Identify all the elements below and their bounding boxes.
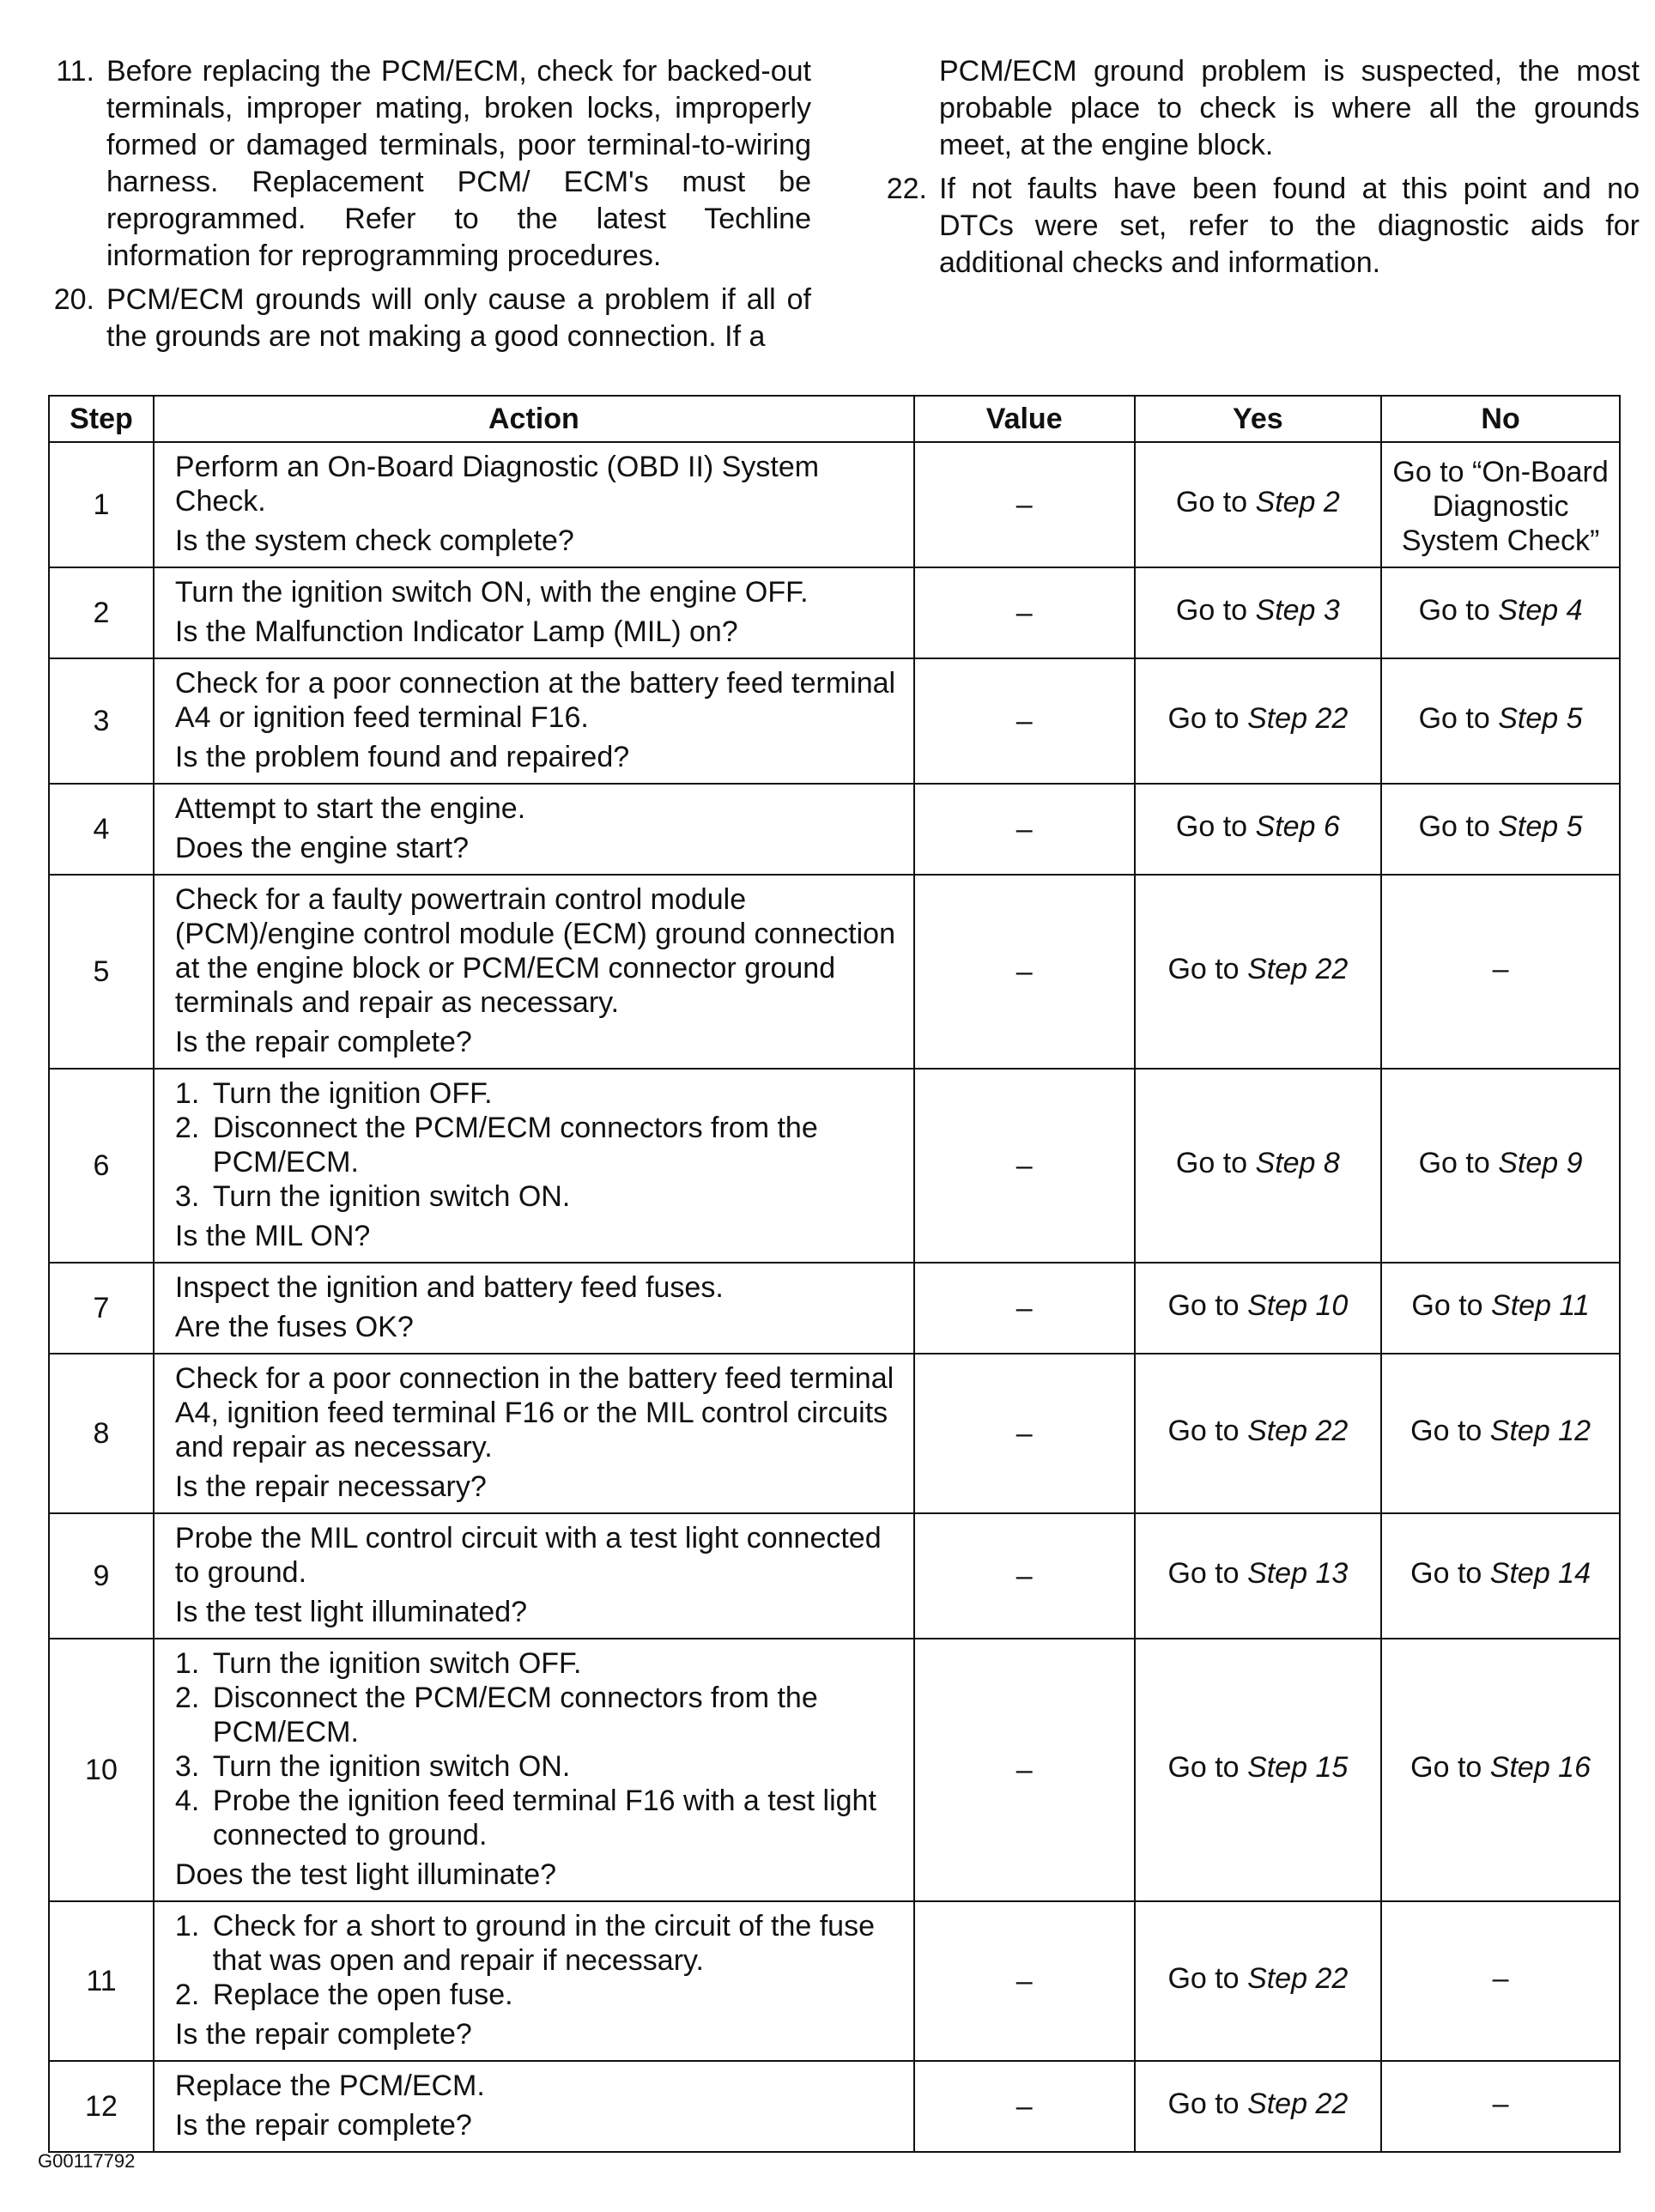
action-text: Attempt to start the engine. (174, 792, 526, 825)
no-target-step: Step 16 (1489, 1751, 1591, 1784)
document-code: G00117792 (38, 2150, 136, 2172)
value-cell: – (914, 442, 1135, 567)
action-text: Check for a poor connection at the battery feed terminal A4 or ignition feed terminal F16. (174, 667, 896, 734)
action-cell (154, 567, 914, 658)
diagnostic-table (48, 395, 1621, 2153)
table-row (49, 2061, 1620, 2152)
yes-target-step: Step 13 (1247, 1557, 1349, 1590)
yes-target-step: Step 22 (1247, 1962, 1349, 1995)
no-cell (1381, 784, 1620, 875)
value-cell: – (914, 1069, 1135, 1263)
table-row (49, 1513, 1620, 1639)
action-text: Inspect the ignition and battery feed fuses. (174, 1271, 724, 1304)
no-cell: – (1381, 1901, 1620, 2061)
step-number: 12 (49, 2061, 154, 2152)
header-action: Action (154, 396, 914, 442)
go-to-label: Go to (1167, 953, 1240, 985)
action-question: Does the test light illuminate? (174, 1858, 557, 1891)
action-question: Is the test light illuminated? (174, 1596, 528, 1628)
action-question: Is the repair necessary? (174, 1470, 487, 1503)
step-number: 9 (49, 1513, 154, 1639)
substep-number: 1. (174, 1910, 200, 1942)
no-target-step: Step 14 (1489, 1557, 1591, 1590)
no-cell (1381, 1354, 1620, 1513)
action-text: Probe the MIL control circuit with a test light connected to ground. (174, 1522, 882, 1589)
table-row (49, 658, 1620, 784)
substep-text: Disconnect the PCM/ECM connectors from the PCM/ECM. (212, 1682, 818, 1748)
table-row (49, 875, 1620, 1069)
substep-text: Probe the ignition feed terminal F16 with a test light connected to ground. (212, 1785, 876, 1851)
action-substep (175, 1784, 896, 1852)
action-substep (175, 1978, 896, 2012)
step-number: 11 (49, 1901, 154, 2061)
intro-paragraph (867, 171, 1640, 282)
substep-number: 1. (174, 1077, 200, 1110)
go-to-label: Go to (1167, 1751, 1240, 1784)
table-row (49, 1263, 1620, 1354)
action-substep (175, 1681, 896, 1749)
action-substep (175, 1646, 896, 1681)
yes-target-step: Step 22 (1247, 702, 1349, 735)
no-cell (1381, 1069, 1620, 1263)
table-row (49, 1069, 1620, 1263)
action-substep (175, 1909, 896, 1978)
no-target-step: Step 11 (1491, 1289, 1590, 1322)
header-value: Value (914, 396, 1135, 442)
action-text: Perform an On-Board Diagnostic (OBD II) System Check. (174, 451, 820, 518)
yes-target-step: Step 6 (1255, 810, 1340, 843)
go-to-label: Go to (1418, 810, 1490, 843)
value-cell: – (914, 1263, 1135, 1354)
go-to-label: Go to (1167, 1289, 1240, 1322)
step-number: 6 (49, 1069, 154, 1263)
yes-target-step: Step 15 (1247, 1751, 1349, 1784)
value-cell: – (914, 875, 1135, 1069)
action-question: Is the Malfunction Indicator Lamp (MIL) on? (174, 615, 738, 648)
step-number: 1 (49, 442, 154, 567)
step-number: 2 (49, 567, 154, 658)
table-row (49, 442, 1620, 567)
value-cell: – (914, 567, 1135, 658)
go-to-label: Go to (1175, 594, 1248, 627)
no-target-step: Step 9 (1498, 1147, 1583, 1179)
paragraph-number: 11. (56, 55, 94, 88)
yes-cell (1135, 1263, 1382, 1354)
action-text: Replace the PCM/ECM. (174, 2070, 485, 2102)
substep-text: Turn the ignition switch ON. (212, 1750, 571, 1783)
step-number: 3 (49, 658, 154, 784)
table-row (49, 567, 1620, 658)
go-to-label: Go to (1167, 1962, 1240, 1995)
value-cell: – (914, 1513, 1135, 1639)
action-cell (154, 1069, 914, 1263)
step-number: 10 (49, 1639, 154, 1901)
table-row (49, 1639, 1620, 1901)
action-substep (175, 1179, 896, 1214)
action-text: Check for a faulty powertrain control module (PCM)/engine control module (ECM) ground connection at the engine block or PCM/ECM connector ground terminals and repair as necessary. (174, 883, 895, 1019)
substep-number: 3. (174, 1750, 200, 1783)
substep-number: 2. (174, 1682, 200, 1714)
step-number: 7 (49, 1263, 154, 1354)
action-cell (154, 875, 914, 1069)
table-header-row (49, 396, 1620, 442)
intro-column-left (34, 53, 811, 362)
go-to-label: Go to (1175, 810, 1248, 843)
paragraph-text: Before replacing the PCM/ECM, check for backed-out terminals, improper mating, broken locks, improperly formed or damaged terminals, poor terminal-to-wiring harness. Replacement PCM/ ECM's must be reprogrammed. Refer to the latest Techline information for reprogramming procedures. (106, 55, 811, 272)
substep-text: Replace the open fuse. (212, 1979, 513, 2011)
go-to-label: Go to (1175, 486, 1248, 518)
table-row (49, 784, 1620, 875)
intro-paragraph (867, 53, 1640, 164)
value-cell: – (914, 784, 1135, 875)
value-cell: – (914, 2061, 1135, 2152)
yes-cell (1135, 784, 1382, 875)
yes-cell (1135, 875, 1382, 1069)
yes-target-step: Step 10 (1247, 1289, 1349, 1322)
yes-cell (1135, 1639, 1382, 1901)
step-number: 4 (49, 784, 154, 875)
go-to-label: Go to (1410, 1557, 1482, 1590)
action-question: Does the engine start? (174, 832, 470, 864)
go-to-label: Go to (1410, 1415, 1482, 1447)
action-question: Is the repair complete? (174, 2109, 472, 2142)
yes-target-step: Step 22 (1247, 2088, 1349, 2120)
value-cell: – (914, 1354, 1135, 1513)
step-number: 5 (49, 875, 154, 1069)
yes-cell (1135, 1513, 1382, 1639)
go-to-label: Go to (1410, 1751, 1482, 1784)
substep-text: Turn the ignition switch ON. (212, 1180, 571, 1213)
substep-number: 3. (174, 1180, 200, 1213)
table-row (49, 1901, 1620, 2061)
no-target-step: Step 5 (1498, 810, 1583, 843)
yes-cell (1135, 1354, 1382, 1513)
substep-number: 1. (174, 1647, 200, 1680)
yes-cell (1135, 442, 1382, 567)
value-cell: – (914, 1901, 1135, 2061)
value-cell: – (914, 1639, 1135, 1901)
yes-cell (1135, 1901, 1382, 2061)
yes-cell (1135, 2061, 1382, 2152)
intro-column-right (867, 53, 1640, 288)
no-target-step: Step 12 (1489, 1415, 1591, 1447)
paragraph-number: 22. (886, 173, 927, 205)
no-cell (1381, 1513, 1620, 1639)
action-text: Turn the ignition switch ON, with the engine OFF. (174, 576, 809, 609)
substep-text: Check for a short to ground in the circuit of the fuse that was open and repair if necessary. (212, 1910, 875, 1977)
action-cell (154, 442, 914, 567)
substep-number: 4. (174, 1785, 200, 1817)
go-to-label: Go to (1167, 1415, 1240, 1447)
action-question: Are the fuses OK? (174, 1311, 414, 1343)
table-row (49, 1354, 1620, 1513)
yes-cell (1135, 1069, 1382, 1263)
action-cell (154, 1263, 914, 1354)
substep-number: 2. (174, 1112, 200, 1144)
no-cell: – (1381, 875, 1620, 1069)
action-question: Is the repair complete? (174, 2018, 472, 2051)
yes-target-step: Step 22 (1247, 953, 1349, 985)
substep-number: 2. (174, 1979, 200, 2011)
yes-target-step: Step 3 (1255, 594, 1340, 627)
action-cell (154, 1354, 914, 1513)
step-number: 8 (49, 1354, 154, 1513)
action-text: Check for a poor connection in the battery feed terminal A4, ignition feed terminal F16 or the MIL control circuits and repair as necessary. (174, 1362, 894, 1464)
yes-cell (1135, 567, 1382, 658)
action-substep (175, 1076, 896, 1111)
go-to-label: Go to (1167, 702, 1240, 735)
substep-text: Disconnect the PCM/ECM connectors from the PCM/ECM. (212, 1112, 818, 1179)
action-cell (154, 2061, 914, 2152)
no-cell (1381, 1263, 1620, 1354)
intro-paragraph (34, 53, 811, 275)
paragraph-number: 20. (53, 283, 94, 316)
paragraph-text: PCM/ECM ground problem is suspected, the most probable place to check is where all the grounds meet, at the engine block. (939, 55, 1640, 161)
go-to-label: Go to (1411, 1289, 1483, 1322)
action-cell (154, 1513, 914, 1639)
action-question: Is the problem found and repaired? (174, 741, 630, 773)
yes-cell (1135, 658, 1382, 784)
action-question: Is the repair complete? (174, 1026, 472, 1058)
go-to-label: Go to (1175, 1147, 1248, 1179)
no-cell (1381, 1639, 1620, 1901)
no-cell: – (1381, 2061, 1620, 2152)
substep-text: Turn the ignition OFF. (212, 1077, 493, 1110)
go-to-label: Go to (1167, 2088, 1240, 2120)
header-yes: Yes (1135, 396, 1382, 442)
action-cell (154, 658, 914, 784)
yes-target-step: Step 8 (1255, 1147, 1340, 1179)
header-step: Step (49, 396, 154, 442)
no-cell: Go to “On-Board Diagnostic System Check” (1381, 442, 1620, 567)
action-cell (154, 784, 914, 875)
action-question: Is the MIL ON? (174, 1220, 371, 1252)
substep-text: Turn the ignition switch OFF. (212, 1647, 582, 1680)
paragraph-text: If not faults have been found at this point and no DTCs were set, refer to the diagnostic aids for additional checks and information. (939, 173, 1640, 279)
header-no: No (1381, 396, 1620, 442)
go-to-label: Go to (1418, 1147, 1490, 1179)
go-to-label: Go to (1167, 1557, 1240, 1590)
no-target-step: Step 5 (1498, 702, 1583, 735)
action-cell (154, 1901, 914, 2061)
go-to-label: Go to (1418, 594, 1490, 627)
value-cell: – (914, 658, 1135, 784)
action-question: Is the system check complete? (174, 524, 574, 557)
yes-target-step: Step 2 (1255, 486, 1340, 518)
intro-paragraph (34, 282, 811, 355)
go-to-label: Go to (1418, 702, 1490, 735)
yes-target-step: Step 22 (1247, 1415, 1349, 1447)
action-substep (175, 1749, 896, 1784)
paragraph-text: PCM/ECM grounds will only cause a problem if all of the grounds are not making a good connection. If a (106, 283, 811, 353)
no-cell (1381, 567, 1620, 658)
action-substep (175, 1111, 896, 1179)
no-cell (1381, 658, 1620, 784)
no-target-step: Step 4 (1498, 594, 1583, 627)
action-cell (154, 1639, 914, 1901)
